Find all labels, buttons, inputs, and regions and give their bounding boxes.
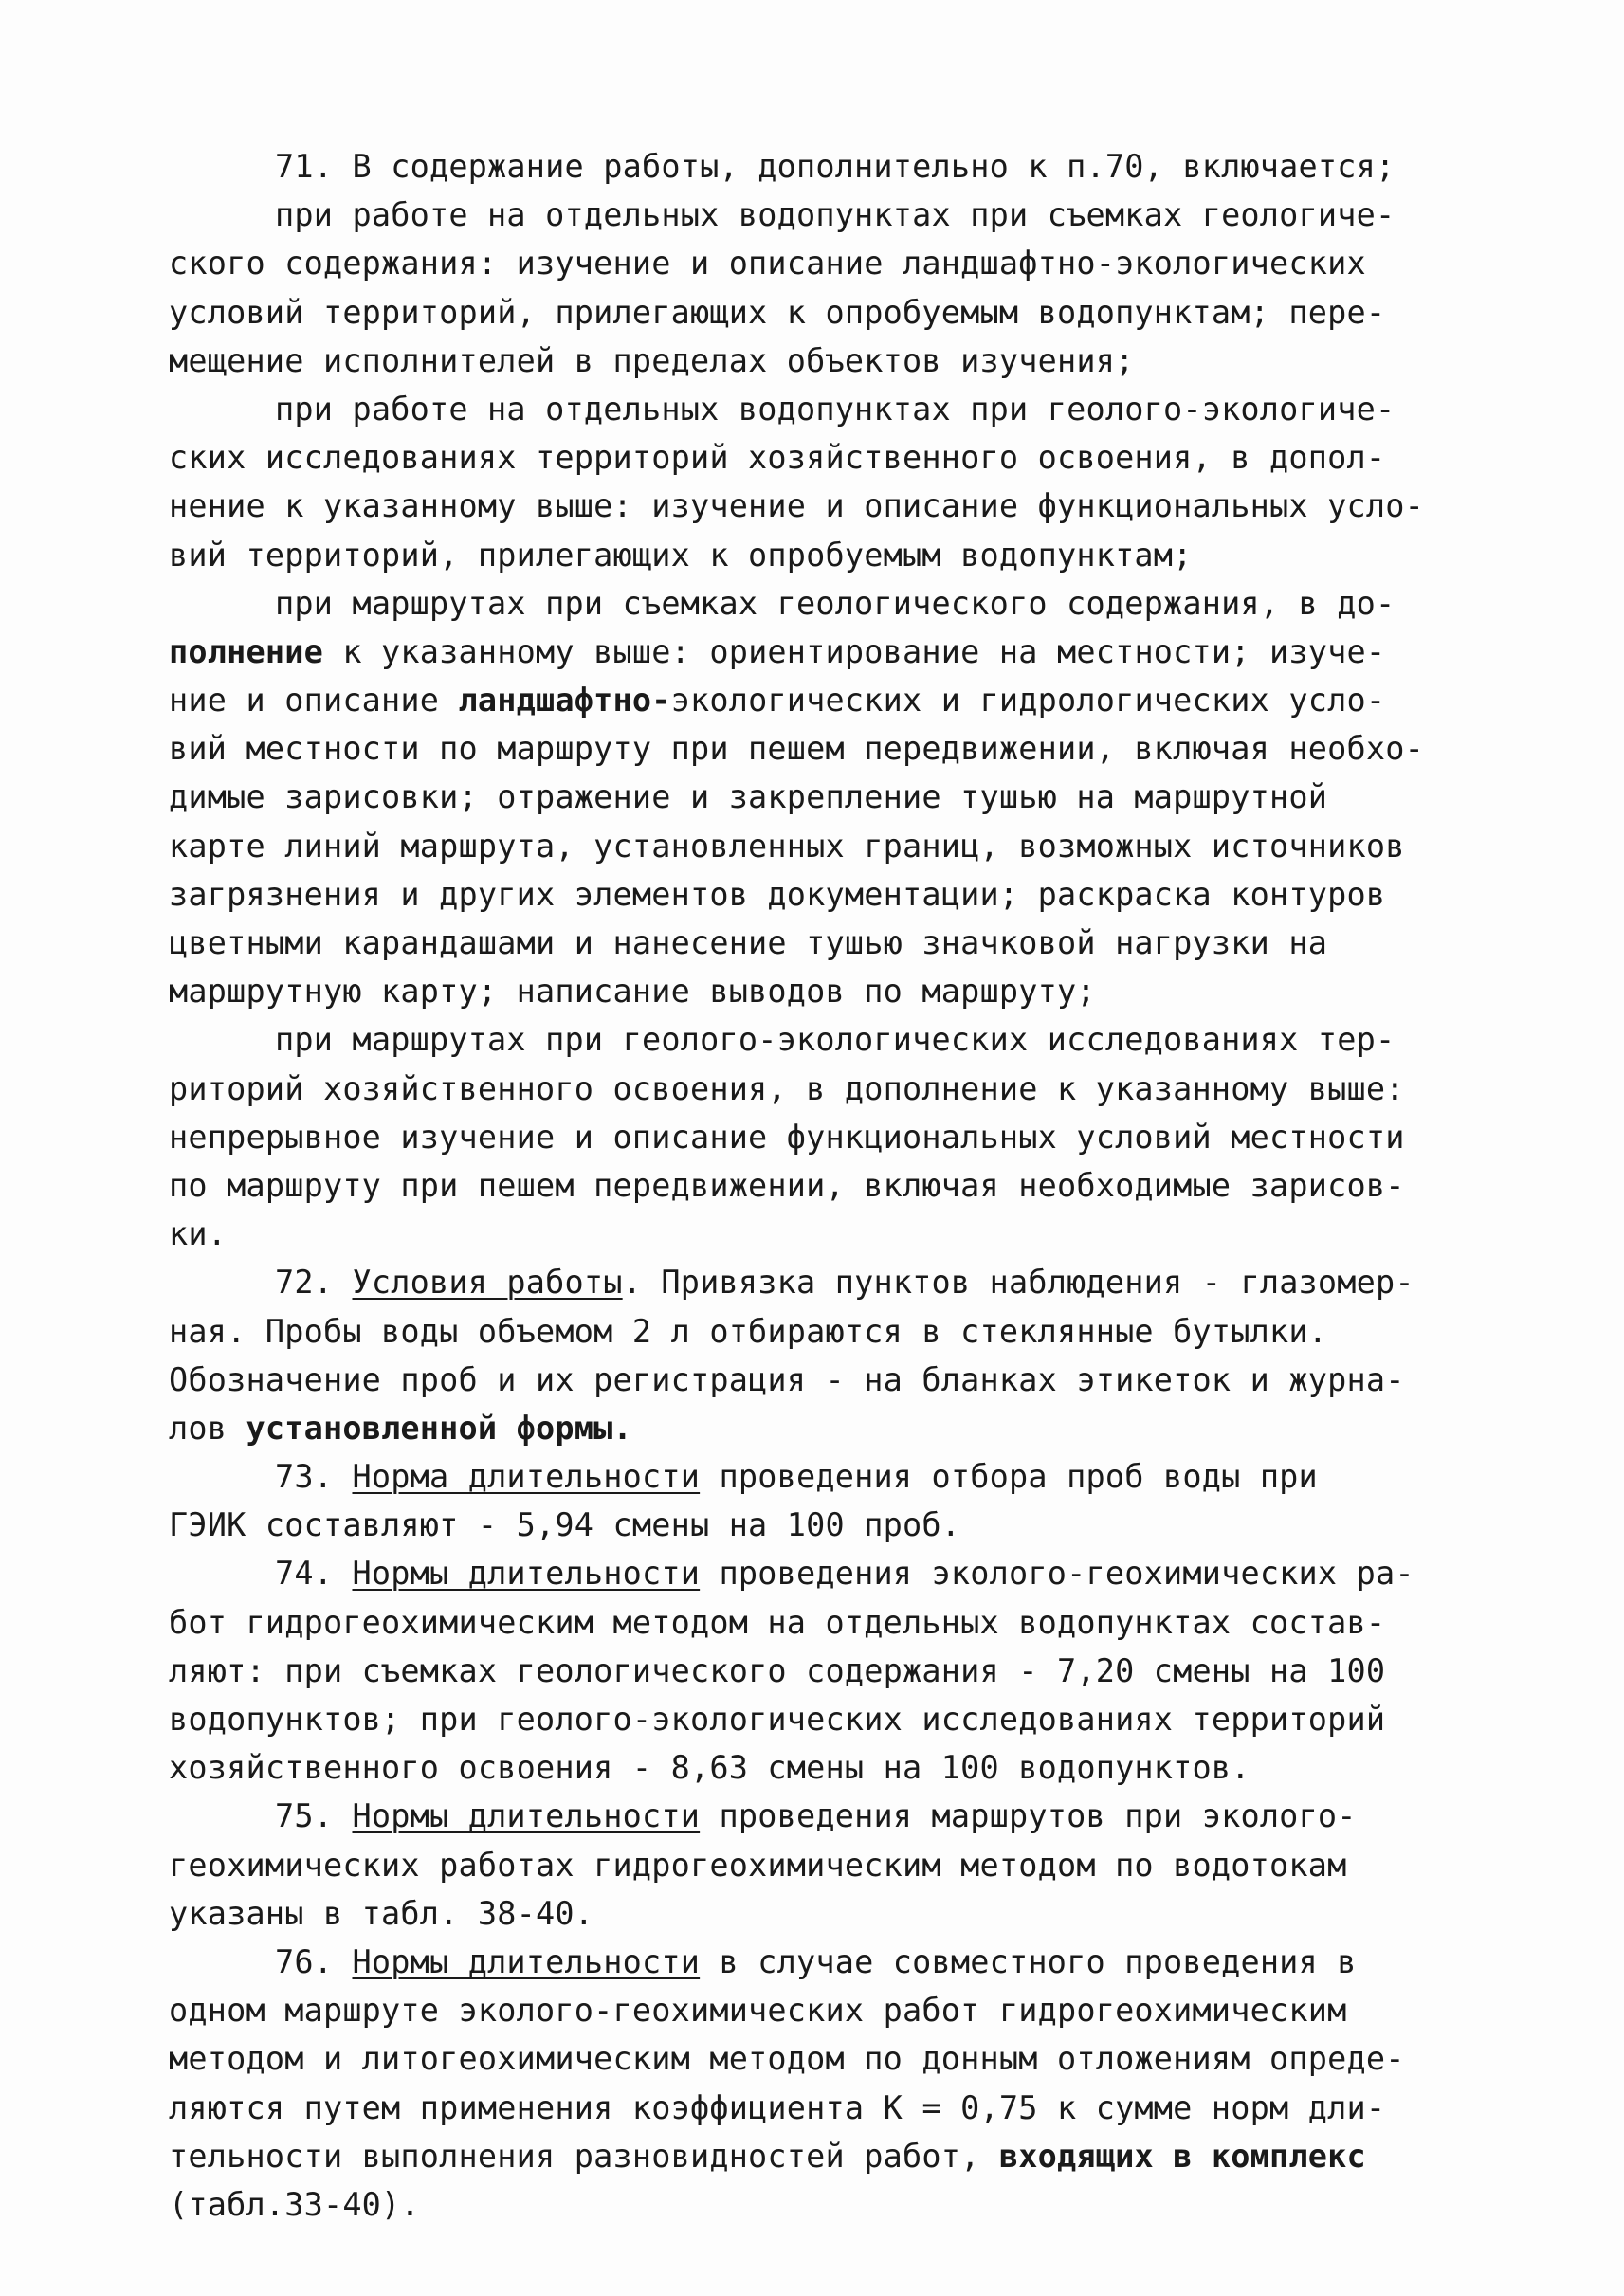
text-line <box>169 385 1477 433</box>
text-line <box>169 919 1477 967</box>
text-line <box>169 1210 1477 1258</box>
underlined-heading: Нормы длительности <box>352 1555 701 1593</box>
text-segment: ки. <box>169 1215 228 1253</box>
text-segment: димые зарисовки; отражение и закрепление тушью на маршрутной <box>169 778 1328 816</box>
text-segment: вий местности по маршруту при пешем передвижении, включая необхо- <box>169 730 1424 768</box>
text-line <box>169 1015 1477 1064</box>
text-line <box>169 1452 1477 1501</box>
text-segment: бот гидрогеохимическим методом на отдельных водопунктах состав- <box>169 1603 1386 1641</box>
text-segment: цветными карандашами и нанесение тушью значковой нагрузки на <box>169 924 1328 961</box>
text-segment: непрерывное изучение и описание функциональных условий местности <box>169 1118 1405 1156</box>
text-line <box>169 337 1477 385</box>
text-line <box>169 1161 1477 1210</box>
text-line <box>169 1986 1477 2034</box>
text-line <box>169 482 1477 530</box>
text-line <box>169 433 1477 482</box>
text-segment: проведения маршрутов при эколого- <box>700 1797 1357 1835</box>
text-line <box>169 1258 1477 1306</box>
text-segment: 75. <box>275 1797 353 1835</box>
text-line <box>169 2132 1477 2180</box>
text-segment: ная. Пробы воды объемом 2 л отбираются в стеклянные бутылки. <box>169 1312 1328 1350</box>
text-segment: 72. <box>275 1264 353 1302</box>
text-segment: 73. <box>275 1458 353 1496</box>
underlined-heading: Нормы длительности <box>352 1797 701 1835</box>
text-line <box>169 239 1477 287</box>
text-line <box>169 967 1477 1015</box>
text-line <box>169 579 1477 628</box>
text-segment: мещение исполнителей в пределах объектов изучения; <box>169 341 1135 379</box>
text-line <box>169 870 1477 919</box>
text-segment: ских исследованиях территорий хозяйственного освоения, в допол- <box>169 439 1386 477</box>
text-line <box>169 1356 1477 1404</box>
text-segment: (табл.33-40). <box>169 2185 420 2223</box>
text-line <box>169 1549 1477 1597</box>
text-line <box>169 142 1477 191</box>
text-segment: загрязнения и других элементов документации; раскраска контуров <box>169 875 1386 913</box>
text-segment: ского содержания: изучение и описание ландшафтно-экологических <box>169 245 1366 282</box>
text-line <box>169 628 1477 676</box>
text-line <box>169 1065 1477 1113</box>
text-segment: Обозначение проб и их регистрация - на бланках этикеток и журна- <box>169 1360 1405 1398</box>
text-line <box>169 724 1477 773</box>
text-line <box>169 1889 1477 1938</box>
text-segment: при работе на отдельных водопунктах при съемках геологиче- <box>275 196 1396 234</box>
text-segment: ландшафтно- <box>458 682 671 720</box>
underlined-heading: Условия работы <box>352 1264 623 1302</box>
text-line <box>169 676 1477 724</box>
text-segment: 74. <box>275 1555 353 1593</box>
document-body <box>169 142 1477 2229</box>
text-line <box>169 1598 1477 1647</box>
text-line <box>169 531 1477 579</box>
text-segment: водопунктов; при геолого-экологических исследованиях территорий <box>169 1701 1386 1738</box>
text-segment: ГЭИК составляют - 5,94 смены на 100 проб. <box>169 1506 961 1544</box>
text-line <box>169 1743 1477 1792</box>
text-line <box>169 1647 1477 1695</box>
text-segment: тельности выполнения разновидностей работ, <box>169 2137 999 2175</box>
text-segment: полнение <box>169 632 323 670</box>
text-segment: геохимических работах гидрогеохимическим методом по водотокам <box>169 1846 1347 1884</box>
text-segment: ляют: при съемках геологического содержания - 7,20 смены на 100 <box>169 1651 1386 1689</box>
text-line <box>169 2180 1477 2229</box>
text-segment: маршрутную карту; написание выводов по маршруту; <box>169 973 1096 1011</box>
text-segment: . Привязка пунктов наблюдения - глазомер- <box>622 1264 1414 1302</box>
text-line <box>169 2034 1477 2083</box>
text-segment: методом и литогеохимическим методом по донным отложениям опреде- <box>169 2040 1405 2078</box>
text-segment: входящих в комплекс <box>998 2137 1366 2175</box>
text-segment: по маршруту при пешем передвижении, включая необходимые зарисов- <box>169 1166 1405 1204</box>
text-segment: при маршрутах при съемках геологического содержания, в до- <box>275 584 1396 622</box>
text-segment: риторий хозяйственного освоения, в дополнение к указанному выше: <box>169 1069 1405 1107</box>
text-line <box>169 1695 1477 1743</box>
text-line <box>169 288 1477 337</box>
text-line <box>169 1501 1477 1549</box>
text-line <box>169 1841 1477 1889</box>
text-line <box>169 1792 1477 1840</box>
text-segment: установленной формы. <box>246 1409 632 1447</box>
underlined-heading: Норма длительности <box>352 1458 701 1496</box>
text-line <box>169 1938 1477 1986</box>
text-line <box>169 1307 1477 1356</box>
text-segment: при работе на отдельных водопунктах при геолого-экологиче- <box>275 390 1396 428</box>
text-segment: ние и описание <box>169 682 459 720</box>
text-line <box>169 191 1477 239</box>
text-segment: ляются путем применения коэффициента К = 0,75 к сумме норм дли- <box>169 2088 1386 2126</box>
text-segment: проведения эколого-геохимических ра- <box>700 1555 1414 1593</box>
text-segment: лов <box>169 1409 246 1447</box>
underlined-heading: Нормы длительности <box>352 1942 701 1980</box>
text-segment: 76. <box>275 1942 353 1980</box>
text-segment: 71. В содержание работы, дополнительно к п.70, включается; <box>275 148 1396 185</box>
text-segment: указаны в табл. 38-40. <box>169 1894 594 1932</box>
text-segment: вий территорий, прилегающих к опробуемым водопунктам; <box>169 536 1193 574</box>
text-line <box>169 822 1477 870</box>
text-segment: в случае совместного проведения в <box>700 1942 1357 1980</box>
text-segment: хозяйственного освоения - 8,63 смены на 100 водопунктов. <box>169 1749 1250 1787</box>
text-segment: при маршрутах при геолого-экологических исследованиях тер- <box>275 1021 1396 1059</box>
text-segment: нение к указанному выше: изучение и описание функциональных усло- <box>169 487 1424 525</box>
text-segment: условий территорий, прилегающих к опробуемым водопунктам; пере- <box>169 293 1386 331</box>
text-segment: к указанному выше: ориентирование на местности; изуче- <box>322 632 1386 670</box>
text-line <box>169 1113 1477 1161</box>
text-segment: проведения отбора проб воды при <box>700 1458 1318 1496</box>
text-segment: карте линий маршрута, установленных границ, возможных источников <box>169 827 1405 865</box>
text-segment: экологических и гидрологических усло- <box>670 682 1386 720</box>
text-line <box>169 2084 1477 2132</box>
text-segment: одном маршруте эколого-геохимических работ гидрогеохимическим <box>169 1992 1347 2030</box>
text-line <box>169 1404 1477 1452</box>
text-line <box>169 773 1477 821</box>
